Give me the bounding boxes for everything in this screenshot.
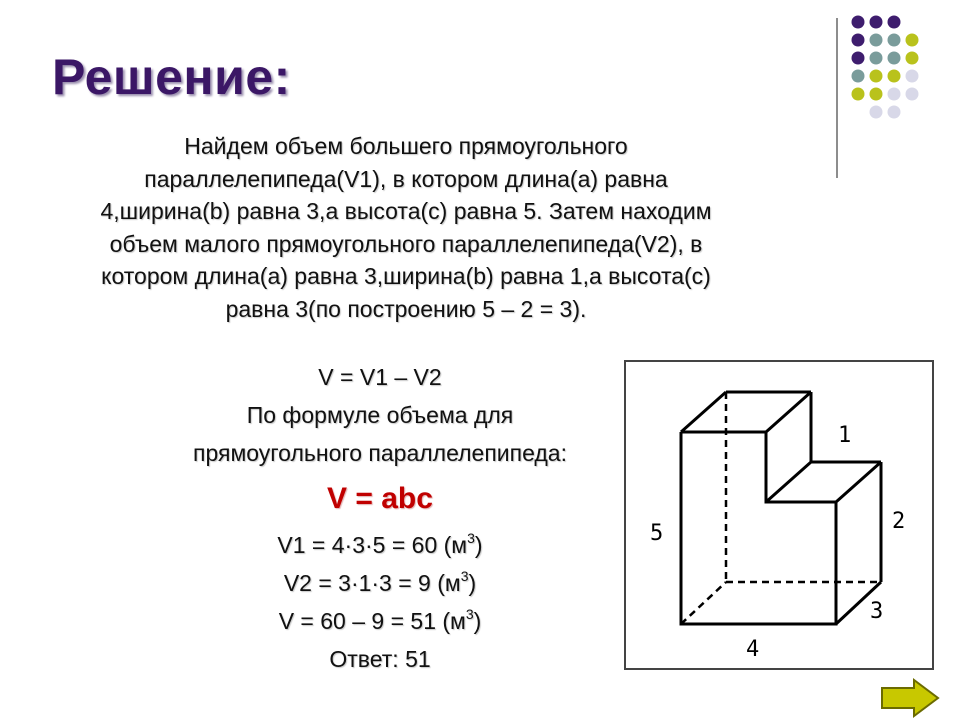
decor-dot <box>906 34 919 47</box>
v2-calculation: V2 = 3·1·3 = 9 $(м^3)$ <box>283 568 477 596</box>
decor-dot <box>888 70 901 83</box>
decor-dot <box>870 52 883 65</box>
edge-label-4: 4 <box>746 637 760 662</box>
solution-paragraph: Найдем объем большего прямоугольного параллелепипеда(V1), в котором длина(a) равна 4,ширина(b) равна 3,а высота(c) равна 5. Затем находим объем малого прямоугольного параллелепипеда(V2), в котором длина(a) равна 3,ширина(b) равна 1,а высота(c) равна 3(по построению 5 – 2 = 3). <box>100 133 712 322</box>
answer: Ответ: 51 <box>329 646 431 672</box>
decor-dot <box>870 88 883 101</box>
decor-dot <box>906 52 919 65</box>
edge-label-1: 1 <box>838 423 852 448</box>
decor-dot <box>852 88 865 101</box>
figure-box <box>624 360 934 670</box>
decor-dot <box>852 34 865 47</box>
decor-dot <box>888 16 901 29</box>
decor-dot <box>906 88 919 101</box>
v-calculation: V = 60 – 9 = 51 $(м^3)$ <box>278 606 482 634</box>
decor-dot <box>852 16 865 29</box>
formula-intro-1: По формуле объема для <box>246 402 514 428</box>
slide-title: Решение: <box>52 49 291 105</box>
decor-dot <box>852 52 865 65</box>
decor-dot <box>888 52 901 65</box>
right-arrow-icon[interactable] <box>880 678 940 718</box>
decor-dot <box>888 106 901 119</box>
edge-label-5: 5 <box>650 521 664 546</box>
decor-dot <box>852 70 865 83</box>
decor-dot <box>870 16 883 29</box>
equation-v: V = V1 – V2 <box>318 364 442 390</box>
decor-dot <box>870 70 883 83</box>
edge-label-2: 2 <box>892 509 906 534</box>
l-shaped-prism-drawing <box>626 362 932 668</box>
vertical-divider <box>836 18 838 178</box>
decor-dot <box>906 70 919 83</box>
edge-label-3: 3 <box>870 599 884 624</box>
decor-dot <box>888 88 901 101</box>
formula-intro-2: прямоугольного параллелепипеда: <box>193 440 567 466</box>
decor-dot <box>870 34 883 47</box>
main-formula: V = abc <box>327 482 433 515</box>
v1-calculation: V1 = 4·3·5 = 60 $(м^3)$ <box>277 530 483 558</box>
decor-dot <box>870 106 883 119</box>
decor-dot <box>888 34 901 47</box>
